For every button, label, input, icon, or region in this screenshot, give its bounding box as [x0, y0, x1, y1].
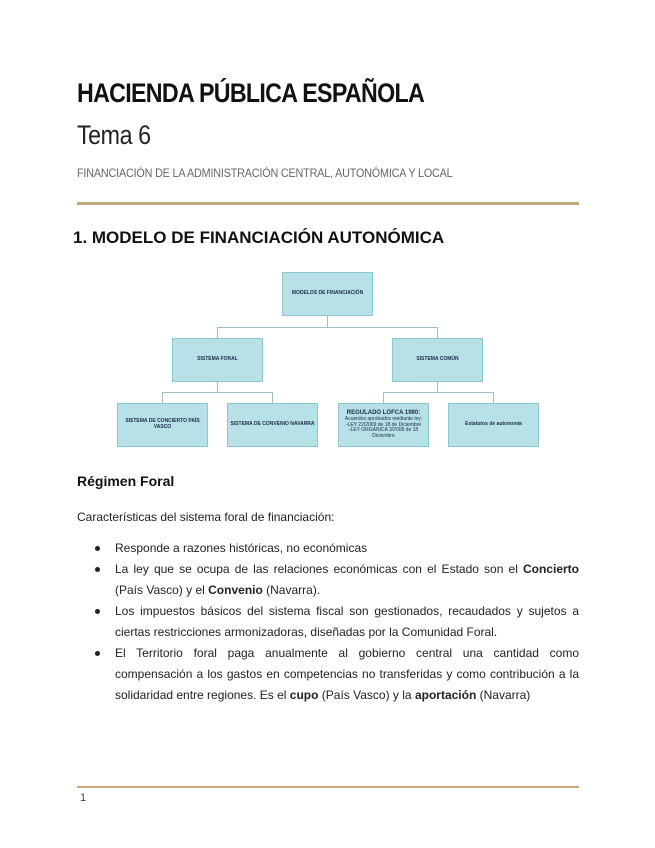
connector-convenio-up — [272, 392, 273, 403]
list-item-text: (Navarra). — [262, 583, 321, 597]
diagram-box-regulado-line2: -LEY 22/2009 de 18 de Diciembre — [345, 421, 422, 428]
diagram-box-concierto-label: SISTEMA DE CONCIERTO PAÍS VASCO — [125, 418, 200, 430]
intro-paragraph: Características del sistema foral de financiación: — [77, 510, 335, 524]
diagram-box-foral — [172, 338, 263, 382]
list-item — [95, 643, 579, 706]
connector-foral-horizontal — [162, 392, 273, 393]
list-item-text: Responde a razones históricas, no económicas — [115, 541, 368, 555]
list-item — [95, 559, 579, 601]
diagram-box-concierto — [117, 403, 208, 447]
header-divider — [77, 202, 579, 205]
list-item-text: Los impuestos básicos del sistema fiscal son gestionados, recaudados y sujetos a ciertas restricciones armonizadoras, diseñadas por la Comunidad Foral. — [115, 604, 579, 639]
diagram-box-comun — [392, 338, 483, 382]
document-subtitle: Tema 6 — [77, 120, 151, 150]
diagram-box-regulado-line3: -LEY ORGÁNICA 3/2009 de 18 Diciembre — [348, 427, 419, 440]
connector-foral-up — [217, 327, 218, 338]
subsection-heading: Régimen Foral — [77, 473, 175, 489]
list-item-text: (País Vasco) y el — [115, 583, 209, 597]
list-item-text: El Territorio foral paga anualmente al gobierno central una cantidad como compensación a los gastos en competencias no transferidas y como contribución a la solidaridad entre regiones. Es el — [115, 646, 579, 702]
diagram-box-comun-label: SISTEMA COMÚN — [416, 356, 459, 363]
bullet-icon — [95, 567, 100, 572]
list-item-text: (País Vasco) y la — [318, 688, 415, 702]
diagram-box-estatutos — [448, 403, 539, 447]
diagram-box-regulado — [338, 403, 429, 447]
connector-level1-horizontal — [217, 327, 438, 328]
list-item-text: La ley que se ocupa de las relaciones económicas con el Estado son el — [115, 562, 523, 576]
bullet-icon — [95, 651, 100, 656]
list-item — [95, 601, 579, 643]
bullet-icon — [95, 546, 100, 551]
diagram-box-convenio-label: SISTEMA DE CONVENIO NAVARRA — [230, 421, 315, 428]
page-number: 1 — [80, 792, 87, 804]
bold-term-convenio: Convenio — [208, 583, 263, 597]
connector-comun-horizontal — [383, 392, 494, 393]
list-item-text: (Navarra) — [476, 688, 531, 702]
diagram-box-root — [282, 272, 373, 316]
connector-regulado-up — [383, 392, 384, 403]
course-name: FINANCIACIÓN DE LA ADMINISTRACIÓN CENTRAL, AUTONÓMICA Y LOCAL — [77, 166, 453, 180]
document-title: HACIENDA PÚBLICA ESPAÑOLA — [77, 78, 425, 108]
diagram-box-convenio — [227, 403, 318, 447]
diagram-box-estatutos-label: Estatutos de autonomía — [465, 421, 522, 428]
bold-term-cupo: cupo — [289, 688, 319, 702]
connector-comun-up — [437, 327, 438, 338]
section-heading: 1. MODELO DE FINANCIACIÓN AUTONÓMICA — [73, 228, 445, 247]
diagram-box-root-label: MODELOS DE FINANCIACIÓN — [291, 290, 364, 297]
connector-concierto-up — [162, 392, 163, 403]
footer-divider — [77, 786, 579, 788]
bold-term-concierto: Concierto — [522, 562, 579, 576]
diagram-box-regulado-title: REGULADO LOFCA 1980: — [346, 410, 421, 417]
characteristics-list — [95, 538, 579, 706]
bullet-icon — [95, 609, 100, 614]
diagram-box-foral-label: SISTEMA FORAL — [197, 356, 238, 363]
list-item — [95, 538, 579, 559]
connector-estatutos-up — [493, 392, 494, 403]
diagram-box-regulado-line1: Acuerdos aprobados mediante ley: — [344, 415, 423, 422]
bold-term-aportacion: aportación — [414, 688, 477, 702]
